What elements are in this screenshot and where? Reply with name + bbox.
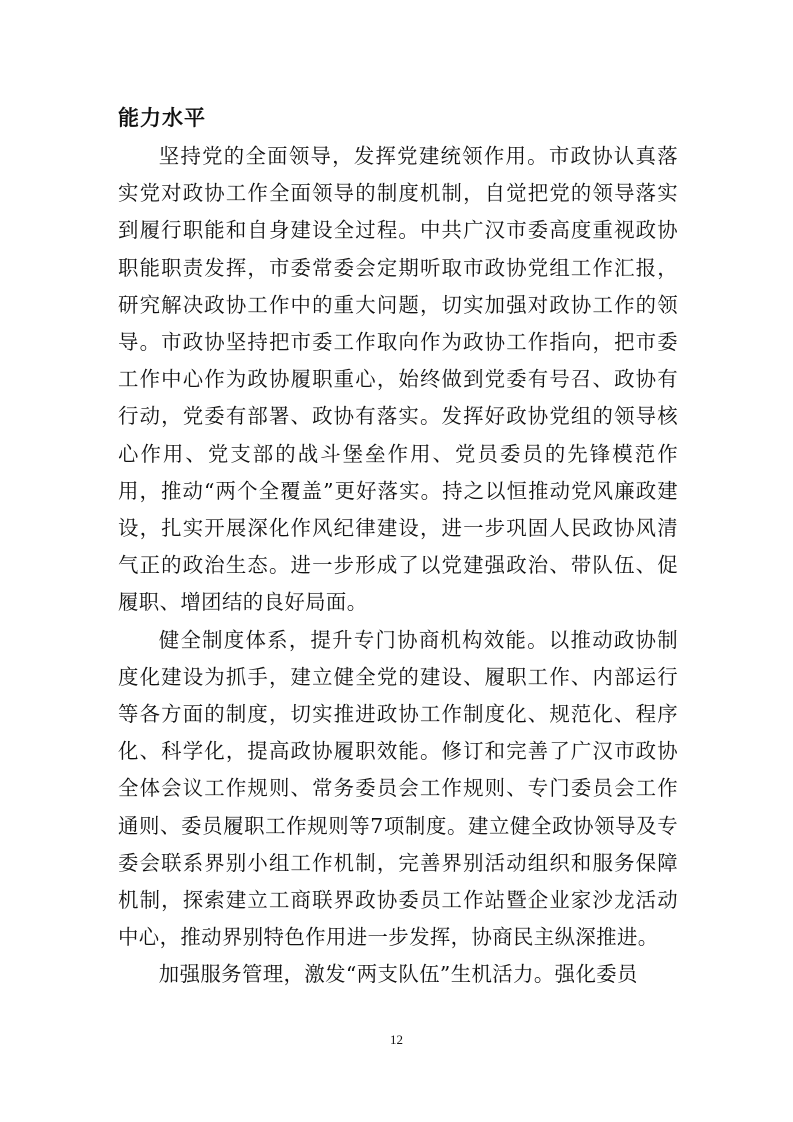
body-text [118,138,678,994]
page-number: 12 [390,1032,403,1047]
paragraph-institution-system: 健全制度体系，提升专门协商机构效能。以推动政协制度化建设为抓手，建立健全党的建设、履职工作、内部运行等各方面的制度，切实推进政协工作制度化、规范化、程序化、科学化，提高政协履职效能。修订和完善了广汉市政协全体会议工作规则、常务委员会工作规则、专门委员会工作通则、委员履职工作规则等7项制度。建立健全政协领导及专委会联系界别小组工作机制，完善界别活动组织和服务保障机制，探索建立工商联界政协委员工作站暨企业家沙龙活动中心，推动界别特色作用进一步发挥，协商民主纵深推进。 [118,627,678,950]
paragraph-party-leadership: 坚持党的全面领导，发挥党建统领作用。市政协认真落实党对政协工作全面领导的制度机制，自觉把党的领导落实到履行职能和自身建设全过程。中共广汉市委高度重视政协职能职责发挥，市委常委会定期听取市政协党组工作汇报，研究解决政协工作中的重大问题，切实加强对政协工作的领导。市政协坚持把市委工作取向作为政协工作指向，把市委工作中心作为政协履职重心，始终做到党委有号召、政协有行动，党委有部署、政协有落实。发挥好政协党组的领导核心作用、党支部的战斗堡垒作用、党员委员的先锋模范作用，推动“两个全覆盖”更好落实。持之以恒推动党风廉政建设，扎实开展深化作风纪律建设，进一步巩固人民政协风清气正的政治生态。进一步形成了以党建强政治、带队伍、促履职、增团结的良好局面。 [118,144,678,615]
section-heading: 能力水平 [118,106,206,130]
paragraph-service-management: 加强服务管理，激发“两支队伍”生机活力。强化委员 [158,962,638,987]
